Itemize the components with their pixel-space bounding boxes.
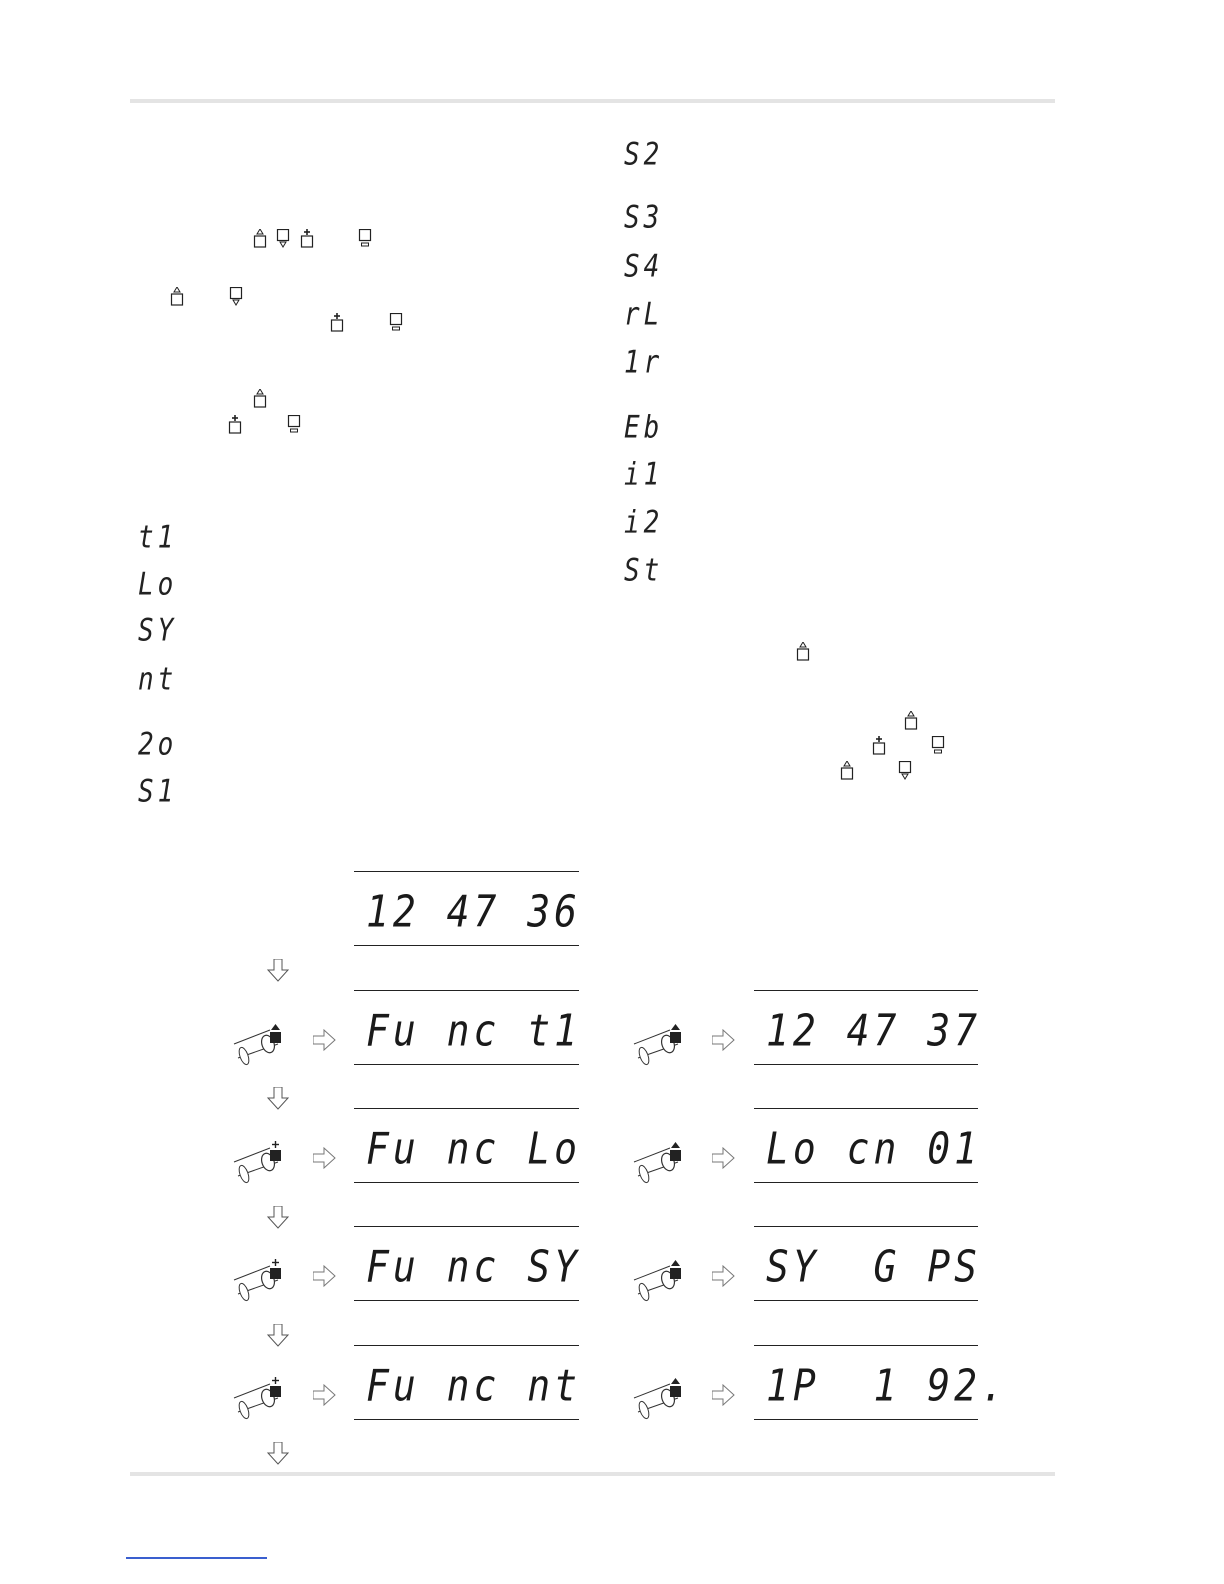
lcd-display (354, 1108, 582, 1183)
lcd-text: Fu nc t1 (366, 1005, 582, 1056)
footer-rule (130, 1472, 1055, 1476)
down-key-icon (229, 287, 243, 307)
right-arrow-icon (712, 1384, 736, 1408)
down-key-icon (898, 761, 912, 781)
right-arrow-icon (313, 1265, 337, 1289)
lcd-display (354, 1345, 582, 1420)
down-arrow-icon (266, 1442, 290, 1466)
header-rule (130, 99, 1055, 103)
lcd-display (354, 871, 582, 946)
function-code: 1r (624, 345, 664, 381)
plus-key-icon (300, 229, 314, 249)
up-key-icon (840, 761, 854, 781)
enter-key-icon (287, 415, 301, 435)
function-code: S4 (624, 249, 664, 285)
down-arrow-icon (266, 959, 290, 983)
up-key-icon (170, 287, 184, 307)
rotary-knob-icon (632, 1022, 684, 1070)
function-code: S2 (624, 137, 664, 173)
lcd-text: Fu nc Lo (366, 1123, 582, 1174)
up-key-icon (253, 389, 267, 409)
down-arrow-icon (266, 1087, 290, 1111)
lcd-display (354, 1226, 582, 1301)
down-arrow-icon (266, 1324, 290, 1348)
right-arrow-icon (313, 1384, 337, 1408)
lcd-text: Fu nc SY (366, 1241, 582, 1292)
function-code: S3 (624, 200, 664, 236)
lcd-text: Fu nc nt (366, 1360, 582, 1411)
right-arrow-icon (712, 1147, 736, 1171)
lcd-display (754, 1345, 1008, 1420)
function-code: t1 (138, 520, 178, 556)
lcd-display (754, 1108, 982, 1183)
function-code: rL (624, 297, 664, 333)
lcd-text: 1P 1 92. (766, 1360, 1008, 1411)
enter-key-icon (358, 229, 372, 249)
down-key-icon (276, 229, 290, 249)
up-key-icon (253, 229, 267, 249)
lcd-display (754, 990, 982, 1065)
enter-key-icon (931, 736, 945, 756)
lcd-text: Lo cn 01 (766, 1123, 982, 1174)
up-key-icon (904, 711, 918, 731)
rotary-knob-icon (632, 1258, 684, 1306)
right-arrow-icon (712, 1265, 736, 1289)
rotary-knob-icon (232, 1258, 284, 1306)
function-code: i2 (624, 505, 664, 541)
right-arrow-icon (313, 1029, 337, 1053)
plus-key-icon (228, 415, 242, 435)
function-code: S1 (138, 774, 178, 810)
function-code: SY (138, 613, 178, 649)
plus-key-icon (872, 736, 886, 756)
rotary-knob-icon (232, 1376, 284, 1424)
lcd-text: 12 47 36 (366, 886, 582, 937)
rotary-knob-icon (232, 1022, 284, 1070)
lcd-display (754, 1226, 982, 1301)
right-arrow-icon (313, 1147, 337, 1171)
rotary-knob-icon (632, 1140, 684, 1188)
rotary-knob-icon (632, 1376, 684, 1424)
footer-link[interactable] (126, 1557, 267, 1559)
function-code: Eb (624, 410, 664, 446)
function-code: St (624, 553, 664, 589)
rotary-knob-icon (232, 1140, 284, 1188)
down-arrow-icon (266, 1206, 290, 1230)
function-code: nt (138, 662, 178, 698)
plus-key-icon (330, 313, 344, 333)
lcd-text: 12 47 37 (766, 1005, 982, 1056)
up-key-icon (796, 642, 810, 662)
function-code: i1 (624, 457, 664, 493)
enter-key-icon (389, 313, 403, 333)
right-arrow-icon (712, 1029, 736, 1053)
lcd-display (354, 990, 582, 1065)
lcd-text: SY G PS (766, 1241, 982, 1292)
function-code: 2o (138, 727, 178, 763)
function-code: Lo (138, 567, 178, 603)
